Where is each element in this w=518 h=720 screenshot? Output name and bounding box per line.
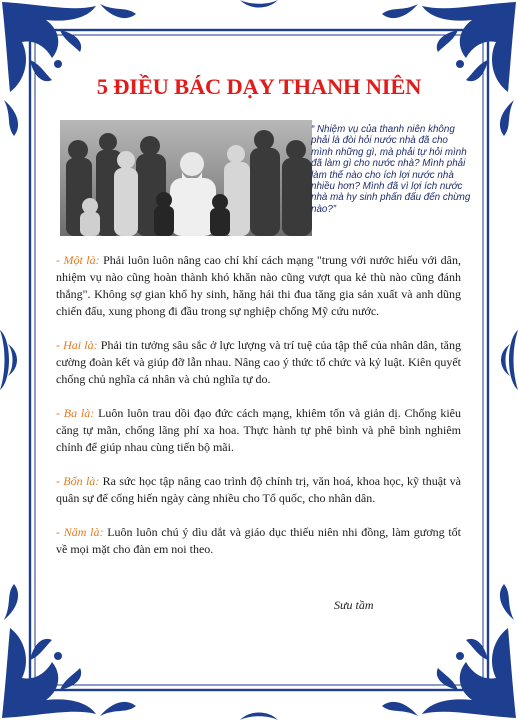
historic-photo [60,120,312,236]
point-4 [56,473,461,507]
point-4-text: Ra sức học tập nâng cao trình độ chính trị, văn hoá, khoa học, kỹ thuật và quân sự để cống hiến ngày càng nhiều cho Tổ quốc, cho nhân dân. [56,474,461,505]
point-1-lead: - Một là: [56,253,100,267]
point-1-text: Phải luôn luôn nâng cao chí khí cách mạng "trung với nước hiếu với dân, nhiệm vụ nào cũng hoàn thành khó khăn nào cũng vượt qua kẻ thù nào cũng đánh thắng". Không sợ gian khổ hy sinh, hăng hái thi đua tăng gia sản xuất và anh dũng chiến đấu, xung phong đi đầu trong sự nghiệp chống Mỹ cứu nước. [56,253,461,318]
page-title: 5 ĐIỀU BÁC DẠY THANH NIÊN [96,74,422,99]
point-3 [56,405,461,456]
point-1 [56,252,461,320]
point-5-text: Luôn luôn chú ý dìu dắt và giáo dục thiếu niên nhi đồng, làm gương tốt về mọi mặt cho đàn em noi theo. [56,525,462,556]
source-credit: Sưu tầm [334,598,374,612]
quote-text: “ Nhiệm vụ của thanh niên không phải là đòi hỏi nước nhà đã cho mình những gì, mà phải tự hỏi mình đã làm gì cho nước nhà? Mình phải làm thế nào cho ích lợi nước nhà nhiều hơn? Mình đã vì lợi ích nước nhà mà hy sinh phấn đấu đến chừng nào?” [311,124,471,215]
main-content [56,252,461,575]
point-3-text: Luôn luôn trau dồi đạo đức cách mạng, khiêm tốn và giản dị. Chống kiêu căng tự mãn, chống lãng phí xa hoa. Thực hành tự phê bình và phê bình nghiêm chỉnh để giúp nhau cùng tiến bộ mãi. [56,406,462,454]
point-2-text: Phải tin tưởng sâu sắc ở lực lượng và trí tuệ của tập thể của nhân dân, tăng cường đoàn kết và giúp đỡ lẫn nhau. Nâng cao ý thức tổ chức và kỷ luật. Kiên quyết chống chủ nghĩa cá nhân và chủ nghĩa tự do. [56,338,461,386]
point-5-lead: - Năm là: [56,525,104,539]
point-2-lead: - Hai là: [56,338,98,352]
point-4-lead: - Bốn là: [56,474,100,488]
point-2 [56,337,461,388]
point-3-lead: - Ba là: [56,406,95,420]
point-5 [56,524,461,558]
